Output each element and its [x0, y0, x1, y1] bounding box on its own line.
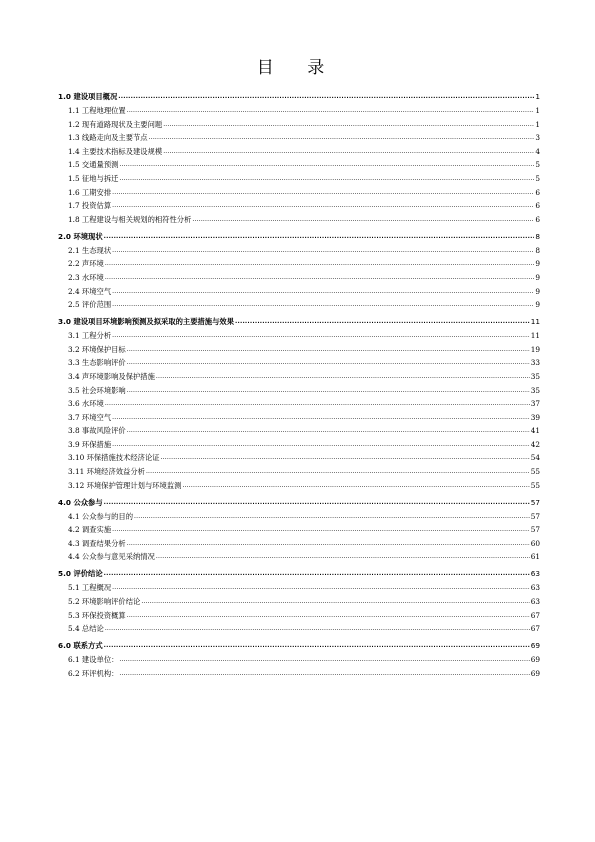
- toc-leader-dots: [112, 331, 530, 340]
- toc-subsection-label: 4.4 公众参与意见采纳情况: [68, 552, 155, 562]
- toc-leader-dots: [104, 641, 530, 650]
- toc-section-entry[interactable]: [58, 92, 540, 101]
- toc-page-number: 1: [535, 106, 540, 115]
- toc-subsection-entry[interactable]: [68, 160, 540, 169]
- toc-leader-dots: [156, 372, 530, 381]
- toc-subsection-label: 3.10 环保措施技术经济论证: [68, 453, 160, 463]
- toc-subsection-entry[interactable]: [68, 120, 540, 129]
- toc-section-entry[interactable]: [58, 569, 540, 578]
- toc-subsection-entry[interactable]: [68, 300, 540, 309]
- toc-page-number: 6: [535, 214, 540, 224]
- toc-section-label: 2.0 环境现状: [58, 231, 103, 241]
- toc-leader-dots: [112, 246, 534, 255]
- toc-leader-dots: [105, 259, 535, 268]
- toc-page-number: 61: [530, 552, 540, 562]
- toc-leader-dots: [161, 453, 530, 462]
- toc-subsection-entry[interactable]: [68, 372, 540, 381]
- toc-page-number: 1: [535, 119, 540, 129]
- toc-subsection-entry[interactable]: [68, 453, 540, 462]
- toc-page-number: 39: [530, 412, 540, 422]
- toc-subsection-entry[interactable]: [68, 386, 540, 395]
- toc-page-number: 9: [535, 300, 540, 310]
- toc-leader-dots: [112, 287, 534, 296]
- toc-subsection-label: 3.2 环境保护目标: [68, 344, 126, 354]
- toc-subsection-entry[interactable]: [68, 345, 540, 354]
- toc-page-number: 55: [530, 480, 540, 490]
- toc-leader-dots: [163, 147, 534, 156]
- toc-page-number: 63: [530, 569, 540, 579]
- toc-section-label: 1.0 建设项目概况: [58, 92, 118, 101]
- toc-subsection-label: 3.5 社会环境影响: [68, 385, 126, 395]
- toc-leader-dots: [104, 569, 530, 578]
- toc-leader-dots: [119, 174, 534, 183]
- toc-subsection-label: 3.1 工程分析: [68, 331, 112, 341]
- toc-subsection-label: 4.3 调查结果分析: [68, 538, 126, 548]
- toc-leader-dots: [112, 300, 534, 309]
- toc-leader-dots: [127, 539, 530, 548]
- toc-section-label: 5.0 评价结论: [58, 569, 103, 579]
- toc-leader-dots: [112, 583, 530, 592]
- toc-page-number: 63: [530, 583, 540, 593]
- toc-subsection-entry[interactable]: [68, 287, 540, 296]
- toc-page-number: 9: [535, 272, 540, 282]
- toc-page-number: 41: [530, 426, 540, 436]
- toc-page-number: 35: [530, 371, 540, 381]
- toc-subsection-entry[interactable]: [68, 669, 540, 678]
- toc-subsection-label: 3.4 声环境影响及保护措施: [68, 371, 155, 381]
- toc-page-number: 63: [530, 597, 540, 607]
- toc-page-number: 9: [535, 259, 540, 269]
- toc-subsection-label: 1.2 现有道路现状及主要问题: [68, 119, 163, 129]
- toc-leader-dots: [127, 386, 530, 395]
- toc-subsection-label: 1.3 线路走向及主要节点: [68, 133, 148, 143]
- toc-page-number: 33: [530, 358, 540, 368]
- toc-title: 目 录: [256, 58, 339, 78]
- toc-subsection-label: 3.3 生态影响评价: [68, 358, 126, 368]
- toc-leader-dots: [127, 345, 530, 354]
- toc-subsection-entry[interactable]: [68, 525, 540, 534]
- toc-section-label: 3.0 建设项目环境影响预测及拟采取的主要措施与效果: [58, 317, 234, 327]
- toc-subsection-label: 5.2 环境影响评价结论: [68, 597, 141, 607]
- toc-leader-dots: [112, 188, 534, 197]
- toc-page-number: 19: [530, 344, 540, 354]
- toc-leader-dots: [112, 525, 530, 534]
- toc-leader-dots: [112, 440, 530, 449]
- toc-leader-dots: [105, 273, 535, 282]
- toc-subsection-entry[interactable]: [68, 399, 540, 408]
- toc-leader-dots: [119, 160, 534, 169]
- toc-section-entry[interactable]: [58, 232, 540, 241]
- toc-subsection-label: 3.8 事故风险评价: [68, 426, 126, 436]
- toc-leader-dots: [235, 317, 530, 326]
- toc-leader-dots: [112, 201, 534, 210]
- toc-section-label: 4.0 公众参与: [58, 497, 103, 507]
- toc-subsection-entry[interactable]: [68, 246, 540, 255]
- toc-subsection-label: 2.3 水环境: [68, 272, 104, 282]
- toc-leader-dots: [127, 358, 530, 367]
- toc-subsection-label: 5.4 总结论: [68, 624, 104, 634]
- toc-subsection-label: 1.4 主要技术指标及建设规模: [68, 146, 163, 156]
- toc-subsection-label: 1.6 工期安排: [68, 187, 112, 197]
- toc-page-number: 9: [535, 286, 540, 296]
- toc-subsection-label: 6.1 建设单位：: [68, 655, 119, 665]
- toc-leader-dots: [112, 413, 530, 422]
- toc-page-number: 11: [530, 331, 540, 341]
- toc-subsection-label: 5.3 环保投资概算: [68, 610, 126, 620]
- toc-subsection-entry[interactable]: [68, 552, 540, 561]
- toc-subsection-entry[interactable]: [68, 358, 540, 367]
- toc-page-number: 57: [530, 511, 540, 521]
- toc-subsection-entry[interactable]: [68, 426, 540, 435]
- toc-leader-dots: [163, 120, 534, 129]
- toc-leader-dots: [127, 426, 530, 435]
- toc-subsection-label: 6.2 环评机构：: [68, 668, 119, 678]
- toc-page-number: 3: [535, 133, 540, 143]
- toc-subsection-entry[interactable]: [68, 611, 540, 620]
- toc-page-number: 37: [530, 399, 540, 409]
- toc-subsection-entry[interactable]: [68, 201, 540, 210]
- toc-leader-dots: [182, 481, 529, 490]
- toc-subsection-label: 2.5 评价范围: [68, 300, 112, 310]
- toc-subsection-entry[interactable]: [68, 259, 540, 268]
- toc-page-number: 5: [535, 173, 540, 183]
- toc-page-number: 6: [535, 187, 540, 197]
- toc-subsection-label: 2.4 环境空气: [68, 286, 112, 296]
- toc-section-entry[interactable]: [58, 641, 540, 650]
- toc-leader-dots: [141, 597, 529, 606]
- toc-subsection-entry[interactable]: [68, 106, 540, 115]
- toc-section-entry[interactable]: [58, 317, 540, 326]
- toc-list: [58, 84, 540, 682]
- toc-page-number: 69: [530, 641, 540, 651]
- toc-subsection-entry[interactable]: [68, 331, 540, 340]
- toc-leader-dots: [119, 655, 529, 664]
- toc-subsection-label: 1.1 工程地理位置: [68, 106, 126, 115]
- toc-page-number: 57: [530, 497, 540, 507]
- toc-subsection-label: 4.1 公众参与的目的: [68, 511, 134, 521]
- toc-subsection-label: 1.7 投资估算: [68, 201, 112, 211]
- toc-subsection-label: 1.5 征地与拆迁: [68, 173, 119, 183]
- toc-leader-dots: [149, 133, 535, 142]
- toc-page-number: 54: [530, 453, 540, 463]
- toc-page-number: 5: [535, 160, 540, 170]
- toc-subsection-entry[interactable]: [68, 481, 540, 490]
- toc-page-number: 69: [530, 668, 540, 678]
- toc-page-number: 8: [535, 231, 540, 241]
- toc-page-number: 67: [530, 610, 540, 620]
- toc-subsection-entry[interactable]: [68, 413, 540, 422]
- toc-page-number: 1: [535, 92, 540, 101]
- toc-subsection-label: 2.1 生态现状: [68, 245, 112, 255]
- toc-leader-dots: [127, 106, 535, 115]
- toc-subsection-entry[interactable]: [68, 467, 540, 476]
- toc-subsection-label: 3.6 水环境: [68, 399, 104, 409]
- toc-subsection-label: 2.2 声环境: [68, 259, 104, 269]
- toc-page-number: 11: [530, 317, 540, 327]
- toc-subsection-entry[interactable]: [68, 624, 540, 633]
- toc-page-number: 60: [530, 538, 540, 548]
- toc-leader-dots: [105, 399, 530, 408]
- toc-page-number: 8: [535, 245, 540, 255]
- toc-subsection-entry[interactable]: [68, 273, 540, 282]
- toc-subsection-label: 1.5 交通量预测: [68, 160, 119, 170]
- toc-subsection-label: 1.8 工程建设与相关规划的相符性分析: [68, 214, 192, 224]
- toc-subsection-entry[interactable]: [68, 188, 540, 197]
- toc-leader-dots: [134, 512, 530, 521]
- toc-subsection-label: 5.1 工程概况: [68, 583, 112, 593]
- toc-page-number: 69: [530, 655, 540, 665]
- toc-subsection-entry[interactable]: [68, 597, 540, 606]
- toc-leader-dots: [104, 232, 535, 241]
- toc-leader-dots: [118, 92, 534, 101]
- toc-page-number: 35: [530, 385, 540, 395]
- toc-subsection-entry[interactable]: [68, 174, 540, 183]
- toc-section-label: 6.0 联系方式: [58, 641, 103, 651]
- toc-page-number: 42: [530, 439, 540, 449]
- toc-leader-dots: [104, 498, 530, 507]
- toc-subsection-entry[interactable]: [68, 539, 540, 548]
- toc-page-number: 4: [535, 146, 540, 156]
- toc-leader-dots: [156, 552, 530, 561]
- toc-subsection-label: 3.12 环境保护管理计划与环境监测: [68, 480, 182, 490]
- toc-subsection-entry[interactable]: [68, 215, 540, 224]
- toc-leader-dots: [127, 611, 530, 620]
- toc-subsection-label: 3.11 环境经济效益分析: [68, 467, 145, 477]
- toc-page-number: 57: [530, 525, 540, 535]
- toc-subsection-entry[interactable]: [68, 583, 540, 592]
- toc-subsection-entry[interactable]: [68, 147, 540, 156]
- toc-page-number: 67: [530, 624, 540, 634]
- toc-leader-dots: [146, 467, 530, 476]
- toc-subsection-entry[interactable]: [68, 133, 540, 142]
- toc-subsection-entry[interactable]: [68, 655, 540, 664]
- toc-subsection-label: 3.7 环境空气: [68, 412, 112, 422]
- toc-leader-dots: [119, 669, 529, 678]
- toc-subsection-entry[interactable]: [68, 440, 540, 449]
- toc-leader-dots: [105, 624, 530, 633]
- toc-section-entry[interactable]: [58, 498, 540, 507]
- toc-leader-dots: [192, 215, 534, 224]
- toc-subsection-entry[interactable]: [68, 512, 540, 521]
- toc-page-number: 6: [535, 201, 540, 211]
- toc-subsection-label: 4.2 调查实施: [68, 525, 112, 535]
- toc-page-number: 55: [530, 467, 540, 477]
- toc-subsection-label: 3.9 环保措施: [68, 439, 112, 449]
